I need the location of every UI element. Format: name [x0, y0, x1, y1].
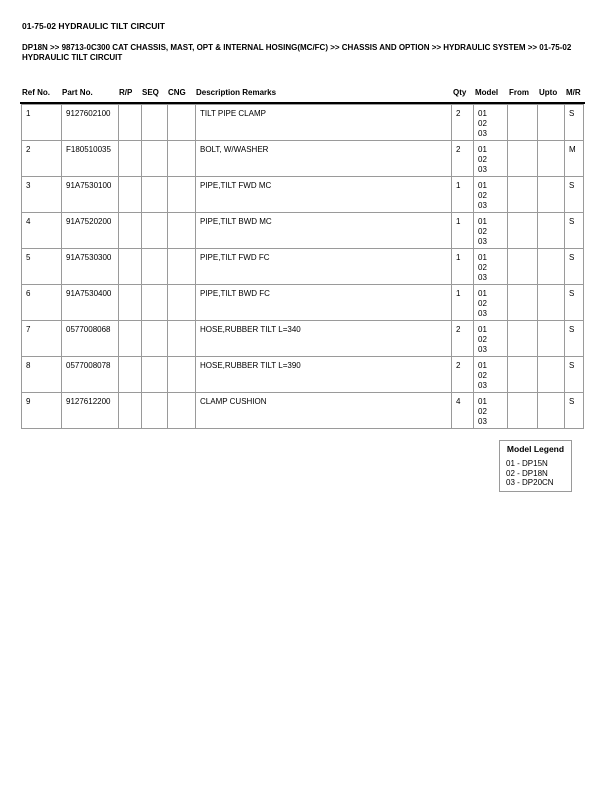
from-cell	[508, 285, 538, 321]
description-cell: TILT PIPE CLAMP	[196, 105, 452, 141]
col-header-ref-no: Ref No.	[22, 88, 50, 97]
from-cell	[508, 393, 538, 429]
cng-cell	[168, 249, 196, 285]
cng-cell	[168, 393, 196, 429]
ref-no-cell: 3	[22, 177, 62, 213]
mr-cell: S	[565, 393, 584, 429]
col-header-qty: Qty	[453, 88, 467, 97]
col-header-upto: Upto	[539, 88, 558, 97]
model-cell	[474, 177, 508, 213]
part-no-cell: 91A7530400	[62, 285, 119, 321]
part-no-cell: 9127612200	[62, 393, 119, 429]
upto-cell	[538, 393, 565, 429]
from-cell	[508, 213, 538, 249]
model-legend-item: 03 - DP20CN	[506, 478, 554, 487]
col-header-model: Model	[475, 88, 499, 97]
seq-cell	[142, 357, 168, 393]
model-code: 03	[478, 417, 487, 426]
part-no-cell: 0577008078	[62, 357, 119, 393]
model-legend-title: Model Legend	[506, 444, 565, 454]
qty-cell: 2	[452, 357, 474, 393]
qty-cell: 1	[452, 213, 474, 249]
model-cell	[474, 105, 508, 141]
model-legend-item: 01 - DP15N	[506, 459, 548, 468]
model-code: 01	[478, 253, 487, 262]
model-code: 02	[478, 263, 487, 272]
model-code: 01	[478, 325, 487, 334]
seq-cell	[142, 141, 168, 177]
model-code: 01	[478, 217, 487, 226]
col-header-cng: CNG	[168, 88, 186, 97]
table-row	[22, 357, 584, 393]
seq-cell	[142, 321, 168, 357]
table-row	[22, 321, 584, 357]
seq-cell	[142, 105, 168, 141]
rp-cell	[119, 249, 142, 285]
mr-cell: S	[565, 213, 584, 249]
model-code: 01	[478, 181, 487, 190]
col-header-from: From	[509, 88, 529, 97]
breadcrumb: DP18N >> 98713-0C300 CAT CHASSIS, MAST, OPT & INTERNAL HOSING(MC/FC) >> CHASSIS AND OPTION >> HYDRAULIC SYSTEM >> 01-75-02 HYDRAULIC TILT CIRCUIT	[22, 43, 572, 62]
rp-cell	[119, 105, 142, 141]
model-code: 02	[478, 299, 487, 308]
qty-cell: 4	[452, 393, 474, 429]
part-no-cell: F180510035	[62, 141, 119, 177]
description-cell: PIPE,TILT BWD MC	[196, 213, 452, 249]
part-no-cell: 0577008068	[62, 321, 119, 357]
part-no-cell: 91A7520200	[62, 213, 119, 249]
model-code: 03	[478, 237, 487, 246]
cng-cell	[168, 213, 196, 249]
mr-cell: M	[565, 141, 584, 177]
upto-cell	[538, 249, 565, 285]
model-code: 03	[478, 273, 487, 282]
from-cell	[508, 177, 538, 213]
model-legend	[499, 440, 572, 492]
description-cell: CLAMP CUSHION	[196, 393, 452, 429]
model-cell	[474, 213, 508, 249]
col-header-description: Description Remarks	[196, 88, 277, 97]
ref-no-cell: 9	[22, 393, 62, 429]
mr-cell: S	[565, 177, 584, 213]
model-code: 02	[478, 227, 487, 236]
model-code: 03	[478, 129, 487, 138]
model-code: 02	[478, 371, 487, 380]
col-header-rp: R/P	[119, 88, 133, 97]
model-code: 02	[478, 191, 487, 200]
from-cell	[508, 321, 538, 357]
col-header-seq: SEQ	[142, 88, 159, 97]
part-no-cell: 91A7530300	[62, 249, 119, 285]
ref-no-cell: 1	[22, 105, 62, 141]
rp-cell	[119, 141, 142, 177]
qty-cell: 2	[452, 141, 474, 177]
cng-cell	[168, 105, 196, 141]
table-row	[22, 141, 584, 177]
rp-cell	[119, 213, 142, 249]
model-code: 01	[478, 109, 487, 118]
model-legend-item: 02 - DP18N	[506, 468, 548, 478]
part-no-cell: 91A7530100	[62, 177, 119, 213]
qty-cell: 1	[452, 249, 474, 285]
upto-cell	[538, 321, 565, 357]
model-code: 03	[478, 309, 487, 318]
description-cell: PIPE,TILT BWD FC	[196, 285, 452, 321]
model-cell	[474, 249, 508, 285]
table-row	[22, 249, 584, 285]
model-code: 03	[478, 201, 487, 210]
model-code: 02	[478, 335, 487, 344]
part-no-cell: 9127602100	[62, 105, 119, 141]
description-cell: HOSE,RUBBER TILT L=340	[196, 321, 452, 357]
upto-cell	[538, 105, 565, 141]
description-cell: HOSE,RUBBER TILT L=390	[196, 357, 452, 393]
model-code: 03	[478, 381, 487, 390]
mr-cell: S	[565, 321, 584, 357]
ref-no-cell: 2	[22, 141, 62, 177]
ref-no-cell: 4	[22, 213, 62, 249]
mr-cell: S	[565, 105, 584, 141]
model-code: 01	[478, 361, 487, 370]
upto-cell	[538, 357, 565, 393]
model-cell	[474, 393, 508, 429]
description-cell: PIPE,TILT FWD FC	[196, 249, 452, 285]
ref-no-cell: 8	[22, 357, 62, 393]
seq-cell	[142, 249, 168, 285]
ref-no-cell: 6	[22, 285, 62, 321]
cng-cell	[168, 285, 196, 321]
rp-cell	[119, 357, 142, 393]
model-code: 01	[478, 289, 487, 298]
table-row	[22, 105, 584, 141]
parts-table	[21, 104, 584, 429]
upto-cell	[538, 213, 565, 249]
upto-cell	[538, 285, 565, 321]
model-code: 02	[478, 155, 487, 164]
from-cell	[508, 105, 538, 141]
description-cell: BOLT, W/WASHER	[196, 141, 452, 177]
upto-cell	[538, 141, 565, 177]
rp-cell	[119, 321, 142, 357]
model-cell	[474, 357, 508, 393]
table-row	[22, 213, 584, 249]
rp-cell	[119, 393, 142, 429]
table-row	[22, 177, 584, 213]
cng-cell	[168, 321, 196, 357]
cng-cell	[168, 141, 196, 177]
ref-no-cell: 5	[22, 249, 62, 285]
from-cell	[508, 141, 538, 177]
seq-cell	[142, 213, 168, 249]
model-cell	[474, 285, 508, 321]
description-cell: PIPE,TILT FWD MC	[196, 177, 452, 213]
rp-cell	[119, 177, 142, 213]
cng-cell	[168, 357, 196, 393]
mr-cell: S	[565, 249, 584, 285]
model-code: 01	[478, 397, 487, 406]
upto-cell	[538, 177, 565, 213]
qty-cell: 2	[452, 321, 474, 357]
mr-cell: S	[565, 285, 584, 321]
mr-cell: S	[565, 357, 584, 393]
model-code: 01	[478, 145, 487, 154]
model-cell	[474, 141, 508, 177]
col-header-mr: M/R	[566, 88, 581, 97]
model-code: 03	[478, 345, 487, 354]
table-row	[22, 393, 584, 429]
from-cell	[508, 249, 538, 285]
cng-cell	[168, 177, 196, 213]
from-cell	[508, 357, 538, 393]
qty-cell: 1	[452, 177, 474, 213]
ref-no-cell: 7	[22, 321, 62, 357]
qty-cell: 2	[452, 105, 474, 141]
model-code: 03	[478, 165, 487, 174]
seq-cell	[142, 393, 168, 429]
seq-cell	[142, 177, 168, 213]
seq-cell	[142, 285, 168, 321]
model-code: 02	[478, 119, 487, 128]
col-header-part-no: Part No.	[62, 88, 93, 97]
qty-cell: 1	[452, 285, 474, 321]
page-title: 01-75-02 HYDRAULIC TILT CIRCUIT	[22, 21, 165, 31]
model-code: 02	[478, 407, 487, 416]
model-cell	[474, 321, 508, 357]
rp-cell	[119, 285, 142, 321]
table-row	[22, 285, 584, 321]
